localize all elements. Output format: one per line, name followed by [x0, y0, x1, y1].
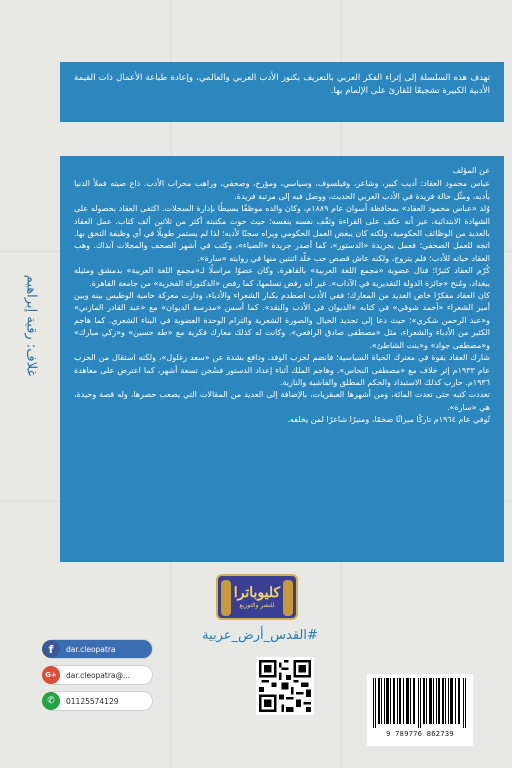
publisher-logo	[216, 574, 298, 620]
hashtag-text: #القدس_أرض_عربية	[202, 628, 318, 643]
google-plus-icon: G+	[42, 666, 60, 684]
series-intro-text: تهدف هذه السلسلة إلى إثراء الفكر العربي بالتعريف بكنوز الأدب العربي والعالمي، وإعادة طباعة الأعمال ذات القيمة الأدبية الكبيرة تشجيعًا للقارئ على الإلمام بها.	[74, 73, 490, 96]
author-paragraph-4: كان العقاد مفكرًا خاض العديد من المعارك؛ ففي الأدب اصطدم بكبار الشعراء والأدباء، ودارت معركة حامية الوطيس بينه وبين أمير الشعراء «أحمد شوقي» في كتابه «الديوان في الأدب والنقد». كما أسس «مدرسة الديوان» مع «عبد القادر المازني» و«عبد الرحمن شكري»؛ حيث دعا إلى تجديد الخيال والصورة الشعرية والتزام الوحدة العضوية في البناء الشعري. كما هاجم الكثير من الأدباء والشعراء، مثل «مصطفى صادق الرافعي». وكانت له كذلك معارك فكرية مع «طه حسين» و«زكي مبارك» و«مصطفى جواد» و«بنت الشاطئ».	[74, 291, 490, 350]
whatsapp-icon: ✆	[42, 692, 60, 710]
qr-code	[256, 657, 314, 715]
author-paragraph-3: كُرّم العقاد كثيرًا؛ فنال عضوية «مجمع اللغة العربية» بالقاهرة، وكان عضوًا مراسلًا لـ«مجمع اللغة العربية» بدمشق ومثيله ببغداد، ومُنح «جائزة الدولة التقديرية في الآداب». غير أنه رفض تسلمها، كما رفض «الدكتوراه الفخرية» من جامعة القاهرة.	[74, 266, 490, 288]
facebook-handle: dar.cleopatra	[66, 644, 116, 654]
series-intro-panel	[60, 62, 504, 122]
author-paragraph-5: شارك العقاد بقوة في معترك الحياة السياسية؛ فانضم لحزب الوفد، ودافع بشدة عن «سعد زغلول»، ولكنه استقال من الحزب عام ١٩٣٣م إثر خلاف مع «مصطفى النحاس». وهاجم الملك أثناء إعداد الدستور فسُجن تسعة أشهر، كما اعترض على معاهدة ١٩٣٦م. حارب كذلك الاستبداد والحكم المطلق والفاشية والنازية.	[74, 353, 490, 387]
isbn-number: 9 789776 862739	[386, 730, 454, 738]
author-paragraph-1: عباس محمود العقاد: أديب كبير، وشاعر، وفيلسوف، وسياسي، ومؤرخ، وصحفي، وراهب محراب الأدب. ذاع صيته فملأ الدنيا بأدبه، ومثّل حالة فريدة في الأدب العربي الحديث، ووصل فيه إلى مرتبة فريدة.	[74, 179, 490, 201]
isbn-barcode	[367, 674, 473, 746]
facebook-icon: f	[42, 640, 60, 658]
about-author-heading: عن المؤلف	[452, 166, 490, 175]
whatsapp-contact[interactable]	[44, 692, 152, 710]
author-paragraph-2: وُلد «عباس محمود العقاد» بمحافظة أسوان عام ١٨٨٩م، وكان والده موظفًا بسيطًا بإدارة السجلات. اكتفى العقاد بحصوله على الشهادة الابتدائية، غير أنه عكف على القراءة وثقّف نفسه بنفسه؛ حيث حوت مكتبته أكثر من ثلاثين ألف كتاب. عمل العقاد بالعديد من الوظائف الحكومية، ولكنه كان يبغض العمل الحكومي ويراه سجنًا لأدبه؛ لذا لم يستمر طويلًا في أي وظيفة التحق بها. اتجه للعمل الصحفي؛ فعمل بجريدة «الدستور»، كما أصدر جريدة «الضياء»، وكتب في أشهر الصحف والمجلات آنذاك. وهب العقاد حياته للأدب؛ فلم يتزوج، ولكنه عاش قصص حب خلّد اثنتين منها في روايته «سارة».	[74, 204, 491, 263]
cover-credit-text: غلاف: رقية إبراهيم	[23, 274, 39, 376]
email-contact[interactable]	[44, 666, 152, 684]
qr-code-image	[259, 660, 311, 712]
author-paragraph-6: تعددت كتبه حتى تعدت المائة، ومن أشهرها العبقريات، بالإضافة إلى العديد من المقالات التي يصعب حصرها، وله قصة وحيدة، هي «سارة».	[74, 390, 490, 412]
facebook-contact[interactable]	[44, 640, 152, 658]
cover-designer-credit	[16, 210, 46, 440]
logo-name: كليوباترا	[233, 584, 281, 601]
pharaoh-figure-icon	[283, 580, 293, 616]
barcode-bars	[373, 678, 467, 728]
logo-subtitle: للنشر والتوزيع	[239, 601, 275, 609]
whatsapp-number: 01125574129	[66, 696, 119, 706]
pharaoh-figure-icon	[221, 580, 231, 616]
author-paragraph-7: تُوفي عام ١٩٦٤م تاركًا ميراثًا ضخمًا، ومنيرًا شاعرًا لمن يخلفه.	[287, 415, 490, 425]
email-address: dar.cleopatra@...	[66, 670, 131, 680]
about-author-panel	[60, 156, 504, 562]
